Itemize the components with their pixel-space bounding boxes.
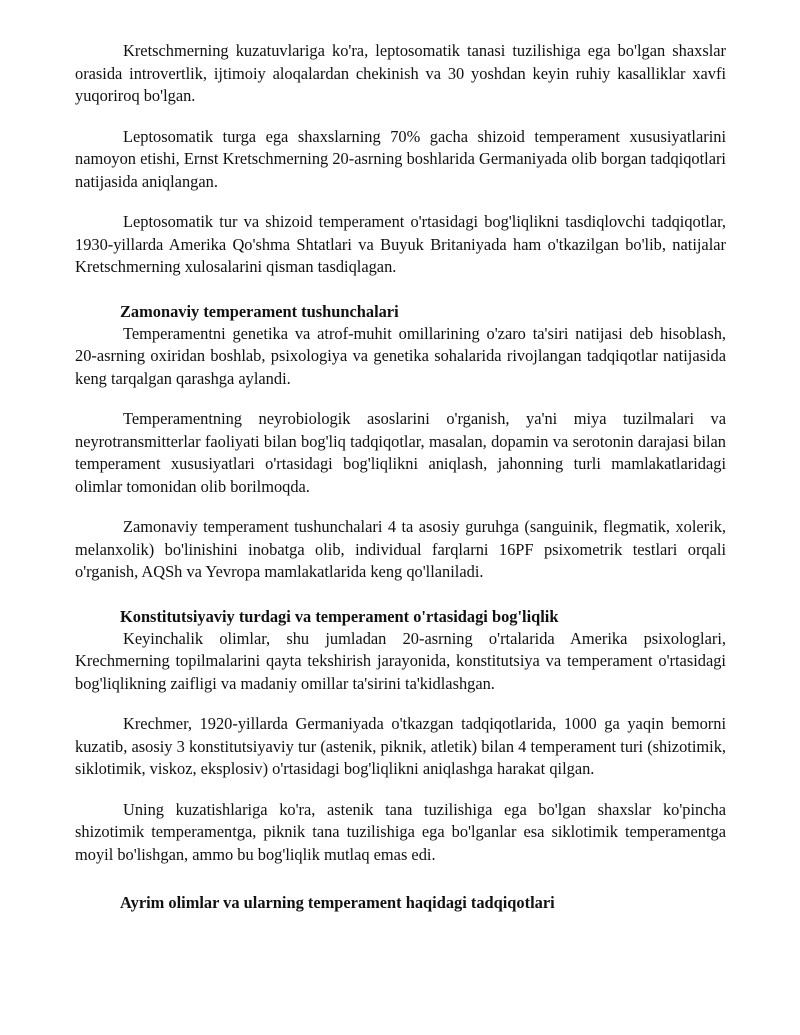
section-heading: Konstitutsiyaviy turdagi va temperament o'rtasidagi bog'liqlik	[120, 606, 559, 626]
paragraph: Zamonaviy temperament tushunchalari 4 ta asosiy guruhga (sanguinik, flegmatik, xolerik, melanxolik) bo'linishini inobatga olib, individual farqlarni 16PF psixometrik testlari orqali o'rganish, AQSh va Yevropa mamlakatlarida keng qo'llaniladi.	[75, 517, 726, 581]
document-page	[75, 40, 726, 915]
paragraph: Kretschmerning kuzatuvlariga ko'ra, leptosomatik tanasi tuzilishiga ega bo'lgan shaxslar orasida introvertlik, ijtimoiy aloqalardan chekinish va 30 yoshdan keyin ruhiy kasalliklar xavfi yuqoriroq bo'lgan.	[75, 41, 726, 105]
paragraph: Temperamentni genetika va atrof-muhit omillarining o'zaro ta'siri natijasi deb hisoblash, 20-asrning oxiridan boshlab, psixologiya va genetika sohalarida rivojlangan tadqiqotlar natijasida keng tarqalgan qarashga aylandi.	[75, 323, 726, 388]
paragraph: Uning kuzatishlariga ko'ra, astenik tana tuzilishiga ega bo'lgan shaxslar ko'pincha shizotimik temperamentga, piknik tana tuzilishiga ega bo'lganlar esa siklotimik temperamentga moyil bo'lishgan, ammo bu bog'liqlik mutlaq emas edi.	[75, 799, 726, 864]
paragraph: Leptosomatik turga ega shaxslarning 70% gacha shizoid temperament xususiyatlarini namoyon etishi, Ernst Kretschmerning 20-asrning boshlarida Germaniyada olib borgan tadqiqotlari natijasida aniqlangan.	[75, 126, 726, 191]
paragraph: Keyinchalik olimlar, shu jumladan 20-asrning o'rtalarida Amerika psixologlari, Krechmerning topilmalarini qayta tekshirish jarayonida, konstitutsiya va temperament o'rtasidagi bog'liqlikning zaifligi va madaniy omillar ta'sirini ta'kidlashgan.	[75, 628, 726, 693]
paragraph: Leptosomatik tur va shizoid temperament o'rtasidagi bog'liqlikni tasdiqlovchi tadqiqotlar, 1930-yillarda Amerika Qo'shma Shtatlari va Buyuk Britaniyada ham o'tkazilgan bo'lib, natijalar Kretschmerning xulosalarini qisman tasdiqlagan.	[75, 212, 726, 276]
paragraph: Krechmer, 1920-yillarda Germaniyada o'tkazgan tadqiqotlarida, 1000 ga yaqin bemorni kuzatib, asosiy 3 konstitutsiyaviy tur (astenik, piknik, atletik) bilan 4 temperament turi (shizotimik, siklotimik, viskoz, eksplosiv) o'rtasidagi bog'liqlikni aniqlashga harakat qilgan.	[75, 714, 726, 778]
paragraph: Temperamentning neyrobiologik asoslarini o'rganish, ya'ni miya tuzilmalari va neyrotransmitterlar faoliyati bilan bog'liq tadqiqotlar, masalan, dopamin va serotonin darajasi bilan temperament xususiyatlari o'rtasidagi bog'liqlikni aniqlash, jahonning turli mamlakatlaridagi olimlar tomonidan olib borilmoqda.	[75, 409, 726, 496]
section-heading: Ayrim olimlar va ularning temperament haqidagi tadqiqotlari	[120, 893, 555, 912]
section-heading: Zamonaviy temperament tushunchalari	[120, 301, 399, 321]
